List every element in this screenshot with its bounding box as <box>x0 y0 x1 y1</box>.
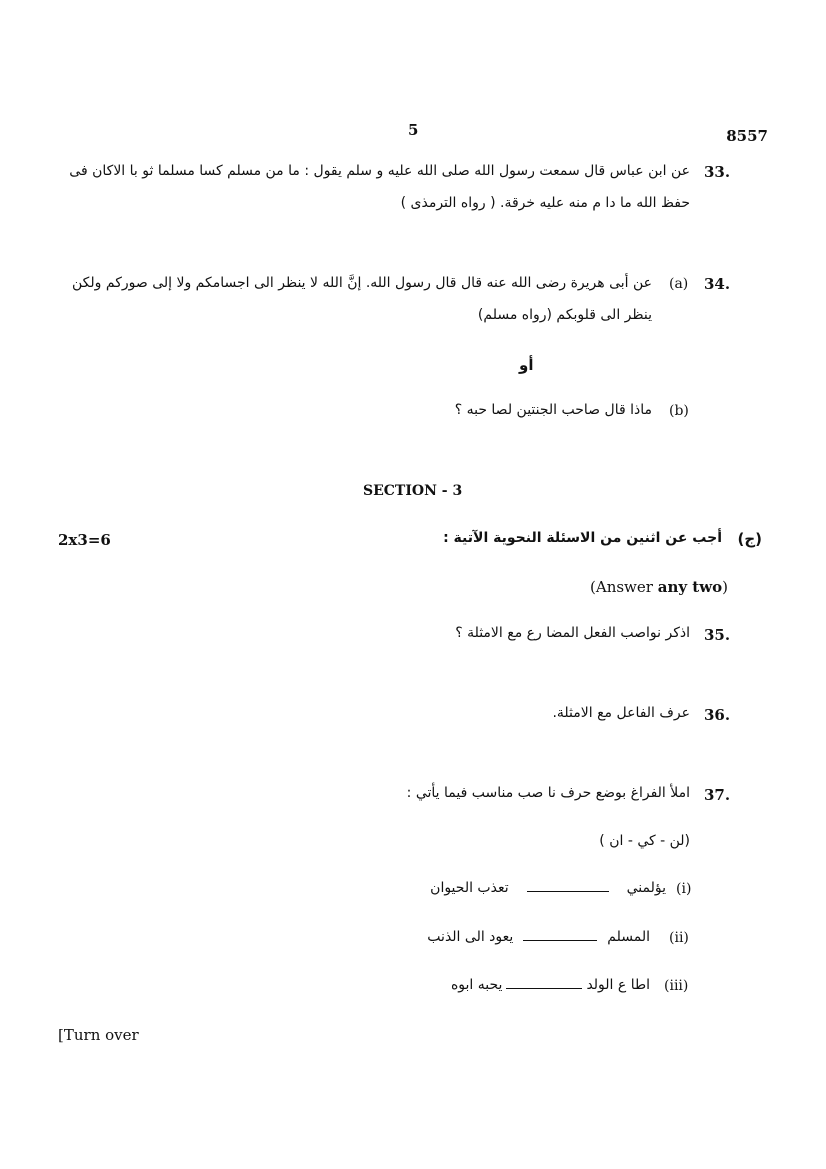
question-37-item-3-sentence <box>451 977 650 993</box>
item-3-blank <box>506 988 582 989</box>
item-3-after: يحبه ابوه <box>450 977 503 993</box>
question-34a-label: (a) <box>669 276 689 292</box>
item-3-before: اطا ع الولد <box>586 977 650 993</box>
question-36-number: 36. <box>704 706 731 724</box>
answer-any-two-note <box>590 578 728 596</box>
question-37-item-2-label: (ii) <box>669 930 689 946</box>
question-35-number: 35. <box>704 626 731 644</box>
question-37-item-1-label: (i) <box>676 881 692 897</box>
section-marks: 2x3=6 <box>58 531 111 549</box>
turn-over-note: [Turn over <box>58 1026 139 1044</box>
question-35-text: اذكر نواصب الفعل المضا رع مع الامثلة ؟ <box>455 625 690 641</box>
section-instruction-label: (ج) <box>737 530 762 548</box>
item-1-blank <box>527 891 609 892</box>
question-34b-text: ماذا قال صاحب الجنتين لصا حبه ؟ <box>454 402 652 418</box>
question-37-options: (لن - كي - ان ) <box>599 833 690 849</box>
paper-code: 8557 <box>726 127 768 145</box>
item-2-before: المسلم <box>607 929 650 945</box>
question-33-line1: عن ابن عباس قال سمعت رسول الله صلى الله عليه و سلم يقول : ما من مسلم كسا مسلما ثو با الاكان فى <box>69 163 690 179</box>
item-1-before: يؤلمني <box>626 880 666 896</box>
answer-note-prefix: (Answer <box>590 578 658 596</box>
or-separator: أو <box>519 356 534 374</box>
answer-note-suffix: ) <box>722 578 728 596</box>
question-34a-line1: عن أبى هريرة رضى الله عنه قال قال رسول الله. إنَّ الله لا ينظر الى اجسامكم ولا إلى صوركم ولكن <box>72 275 652 291</box>
answer-note-bold: any two <box>657 578 723 596</box>
section-instruction: أجب عن اثنين من الاسئلة النحوية الآتية : <box>443 530 722 546</box>
question-37-item-3-label: (iii) <box>664 978 689 994</box>
section-title: SECTION - 3 <box>363 483 463 499</box>
question-34-number: 34. <box>704 275 731 293</box>
question-33-line2: حفظ الله ما دا م منه عليه خرقة. ( رواه الترمذى ) <box>400 195 690 211</box>
question-37-item-1-sentence <box>430 880 666 896</box>
item-2-after: يعود الى الذنب <box>427 929 514 945</box>
question-37-text: املأ الفراغ بوضع حرف نا صب مناسب فيما يأتي : <box>406 785 690 801</box>
item-2-blank <box>523 940 597 941</box>
question-37-number: 37. <box>704 786 731 804</box>
question-33-number: 33. <box>704 163 731 181</box>
item-1-after: تعذب الحيوان <box>430 880 509 896</box>
question-36-text: عرف الفاعل مع الامثلة. <box>552 705 690 721</box>
page-number: 5 <box>408 121 419 139</box>
question-34b-label: (b) <box>669 403 689 419</box>
question-37-item-2-sentence <box>427 929 650 945</box>
question-34a-line2: ينظر الى قلوبكم (رواه مسلم) <box>477 307 652 323</box>
